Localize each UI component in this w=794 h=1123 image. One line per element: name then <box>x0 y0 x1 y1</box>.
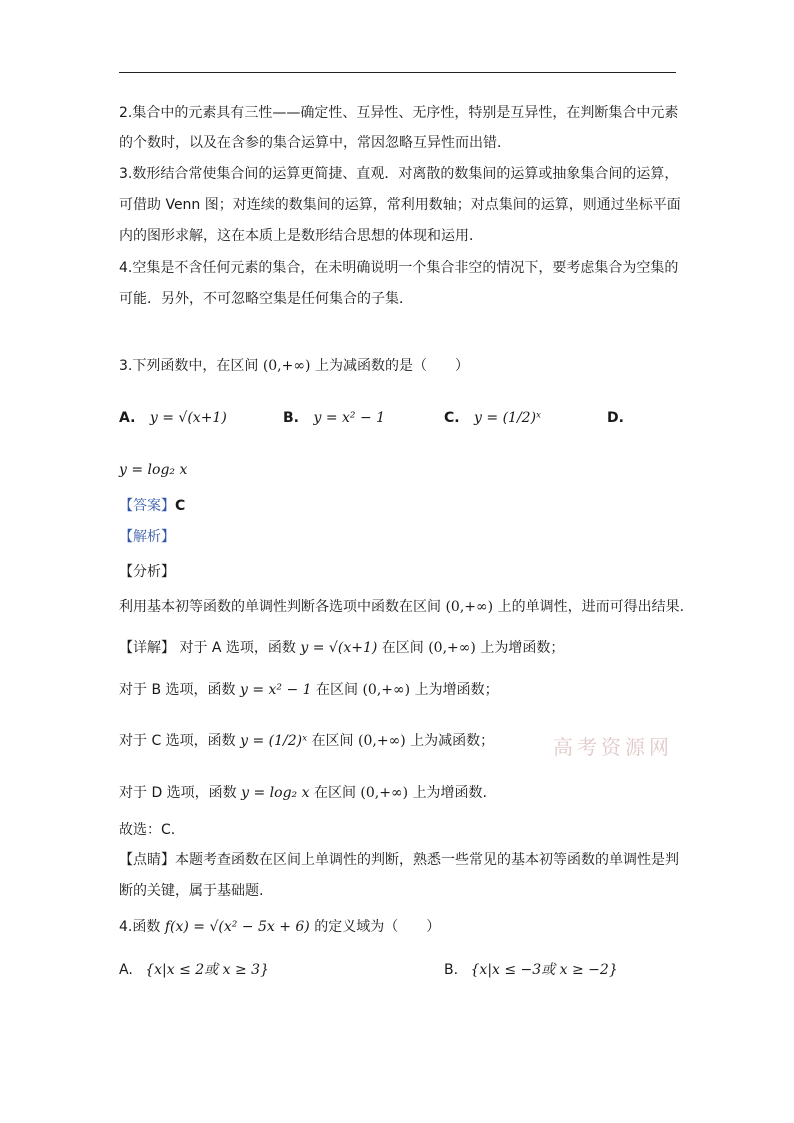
detail-b-prefix: 对于 B 选项，函数 <box>119 682 236 698</box>
detail-a <box>119 638 564 658</box>
note-2-line-1: 2.集合中的元素具有三性——确定性、互异性、无序性，特别是互异性，在判断集合中元素 <box>119 105 679 121</box>
comment-text-1: 本题考查函数在区间上单调性的判断，熟悉一些常见的基本初等函数的单调性是判 <box>175 852 679 868</box>
q3-stem-prefix: 3.下列函数中，在区间 <box>119 358 259 374</box>
q4-option-b <box>444 960 618 980</box>
q4-stem <box>119 917 440 937</box>
detail-b-mid: 在区间 <box>316 682 359 698</box>
note-3-line-2: 可借助 Venn 图；对连续的数集间的运算，常利用数轴；对点集间的运算，则通过坐标平面 <box>119 197 681 213</box>
q4-option-b-label: B. <box>444 962 459 978</box>
note-3-line-1: 3.数形结合常使集合间的运算更简捷、直观．对离散的数集间的运算或抽象集合间的运算， <box>119 166 679 182</box>
q4-stem-suffix: 的定义域为（ ） <box>314 919 441 935</box>
q3-option-c-label: C. <box>444 410 460 426</box>
detail-c <box>119 731 494 751</box>
comment-tag: 【点睛】 <box>119 852 175 868</box>
detail-d <box>119 783 487 803</box>
detail-b-expr: y = x² − 1 <box>239 682 312 698</box>
detail-a-interval: (0,+∞) <box>428 640 476 656</box>
q4-option-a-expr: {x|x ≤ 2或 x ≥ 3} <box>145 962 269 978</box>
detail-b <box>119 680 499 700</box>
q3-option-b-expr: y = x² − 1 <box>313 410 386 426</box>
detail-c-expr: y = (1/2)ˣ <box>240 733 308 749</box>
q4-option-b-expr: {x|x ≤ −3或 x ≥ −2} <box>470 962 618 978</box>
q3-stem-interval: (0,+∞) <box>262 358 311 374</box>
q3-stem-suffix: 上为减函数的是（ ） <box>314 358 469 374</box>
comment-line-1 <box>119 850 679 870</box>
q3-option-a-expr: y = √(x+1) <box>149 410 227 426</box>
detail-d-suffix: 上为增函数. <box>412 785 488 801</box>
note-4-line-1: 4.空集是不含任何元素的集合，在未明确说明一个集合非空的情况下，要考虑集合为空集的 <box>119 260 679 276</box>
q4-option-a <box>119 960 269 980</box>
detail-d-interval: (0,+∞) <box>360 785 409 801</box>
fenxi-suffix: 上的单调性，进而可得出结果. <box>497 599 685 615</box>
detail-tag: 【详解】 <box>119 640 175 656</box>
q3-stem <box>119 356 469 376</box>
detail-b-suffix: 上为增函数； <box>414 682 499 698</box>
q3-option-a-label: A. <box>119 410 136 426</box>
q3-option-b-label: B. <box>283 410 299 426</box>
q3-option-d-expr: y = log₂ x <box>119 462 188 478</box>
q4-stem-prefix: 4.函数 <box>119 919 161 935</box>
conclusion: 故选：C. <box>119 822 176 838</box>
detail-c-prefix: 对于 C 选项，函数 <box>119 733 236 749</box>
q3-option-c <box>444 408 541 428</box>
note-3-line-3: 内的图形求解，这在本质上是数形结合思想的体现和运用． <box>119 228 483 244</box>
fenxi-prefix: 利用基本初等函数的单调性判断各选项中函数在区间 <box>119 599 441 615</box>
answer-tag: 【答案】 <box>119 498 175 514</box>
detail-a-suffix: 上为增函数； <box>480 640 565 656</box>
q3-option-a <box>119 408 227 428</box>
detail-c-interval: (0,+∞) <box>358 733 406 749</box>
detail-a-expr: y = √(x+1) <box>300 640 378 656</box>
detail-b-interval: (0,+∞) <box>362 682 411 698</box>
q4-stem-expr: f(x) = √(x² − 5x + 6) <box>164 919 310 935</box>
detail-c-suffix: 上为减函数； <box>410 733 495 749</box>
detail-d-prefix: 对于 D 选项，函数 <box>119 785 237 801</box>
detail-a-mid: 在区间 <box>381 640 424 656</box>
q3-option-d-expr-line <box>119 460 187 480</box>
fenxi-tag: 【分析】 <box>119 564 175 580</box>
watermark-logo: 高考资源网 <box>553 735 673 759</box>
q3-option-c-expr: y = (1/2)ˣ <box>474 410 542 426</box>
detail-c-mid: 在区间 <box>311 733 354 749</box>
detail-a-prefix: 对于 A 选项，函数 <box>179 640 296 656</box>
q3-option-d-label: D. <box>607 410 624 426</box>
answer-value: C <box>175 498 186 514</box>
detail-d-mid: 在区间 <box>313 785 356 801</box>
q3-answer <box>119 496 185 516</box>
q3-option-b <box>283 408 385 428</box>
comment-line-2: 断的关键，属于基础题. <box>119 883 264 899</box>
note-4-line-2: 可能．另外，不可忽略空集是任何集合的子集． <box>119 291 413 307</box>
header-rule <box>119 72 676 73</box>
fenxi-text <box>119 597 684 617</box>
note-2-line-2: 的个数时，以及在含参的集合运算中，常因忽略互异性而出错． <box>119 135 511 151</box>
q4-option-a-label: A. <box>119 962 133 978</box>
fenxi-interval: (0,+∞) <box>445 599 494 615</box>
q3-option-d <box>607 408 624 428</box>
analysis-tag: 【解析】 <box>119 529 175 545</box>
detail-d-expr: y = log₂ x <box>241 785 310 801</box>
